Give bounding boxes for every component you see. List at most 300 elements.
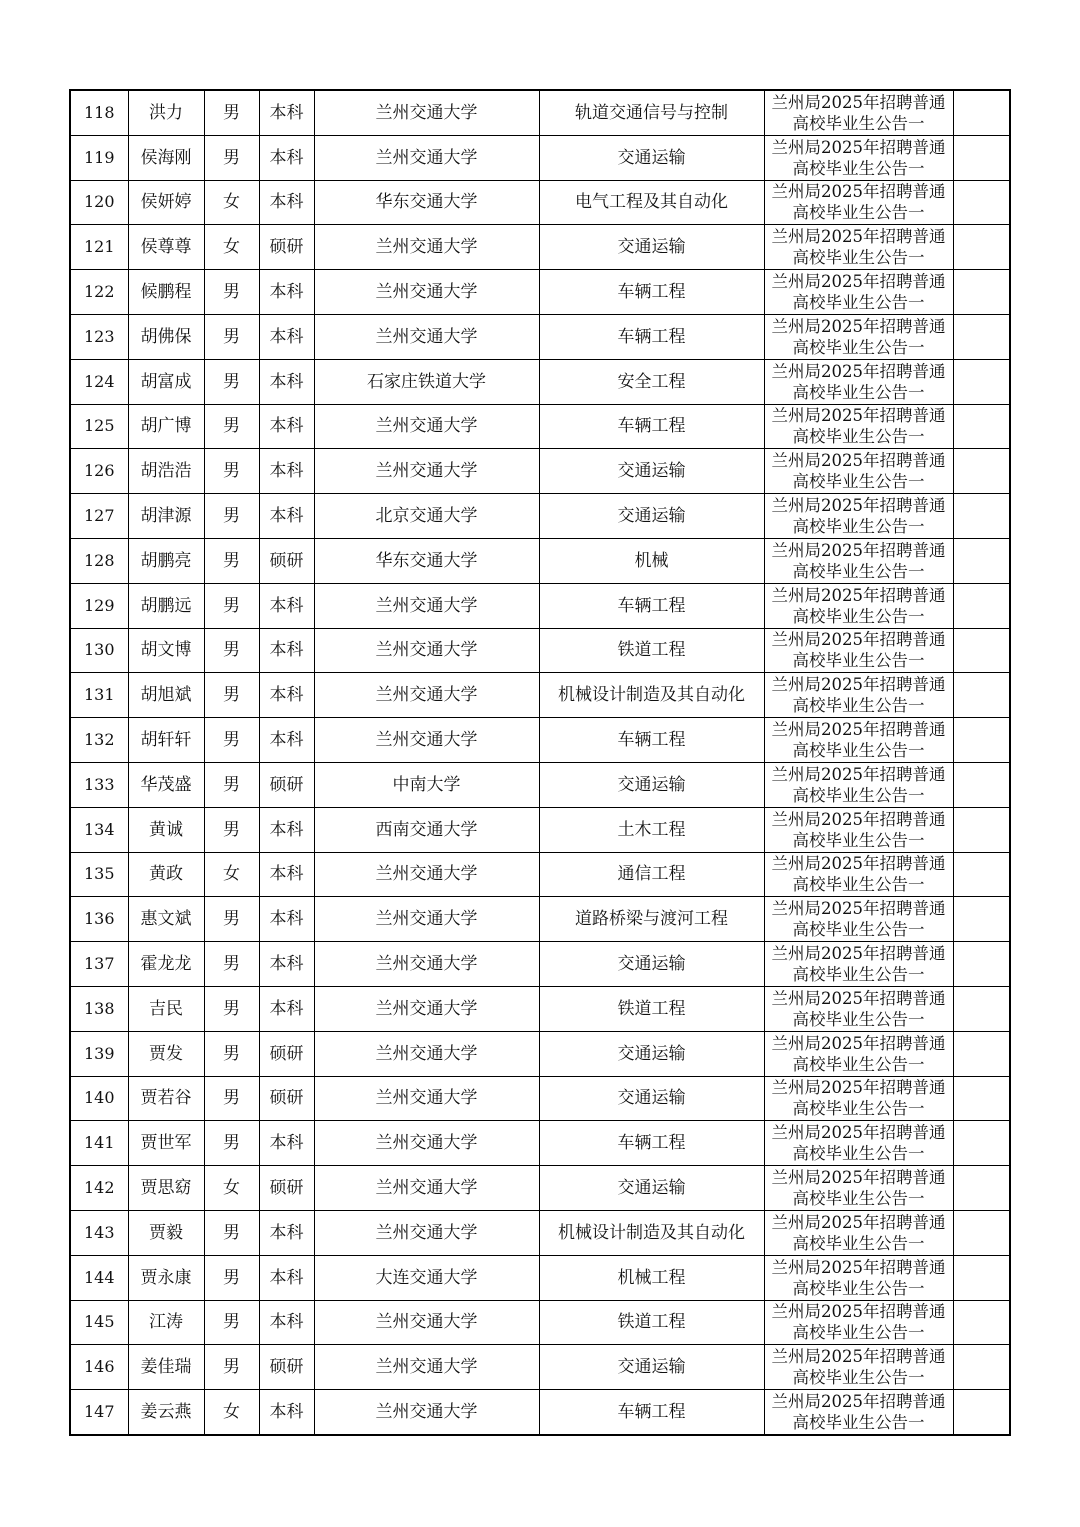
announcement-note-line1: 兰州局2025年招聘普通 (771, 988, 946, 1008)
table-row (70, 538, 1010, 583)
candidate-major: 交通运输 (539, 1031, 764, 1076)
table-row (70, 1300, 1010, 1345)
remark-cell (953, 314, 1010, 359)
table-row (70, 314, 1010, 359)
announcement-note-line2: 高校毕业生公告一 (792, 113, 925, 133)
candidate-major: 车辆工程 (539, 1121, 764, 1166)
row-number: 125 (70, 404, 128, 449)
candidate-gender: 男 (204, 1255, 259, 1300)
announcement-note-line2: 高校毕业生公告一 (792, 606, 925, 626)
candidate-education: 硕研 (259, 225, 314, 270)
candidate-major: 交通运输 (539, 762, 764, 807)
row-number: 129 (70, 583, 128, 628)
candidate-name: 胡文博 (128, 628, 204, 673)
announcement-note-line2: 高校毕业生公告一 (792, 875, 925, 895)
row-number: 133 (70, 762, 128, 807)
remark-cell (953, 225, 1010, 270)
candidate-major: 铁道工程 (539, 986, 764, 1031)
candidate-name: 侯尊尊 (128, 225, 204, 270)
row-number: 135 (70, 852, 128, 897)
remark-cell (953, 270, 1010, 315)
candidate-name: 贾世军 (128, 1121, 204, 1166)
table-row (70, 1390, 1010, 1435)
table-row (70, 404, 1010, 449)
candidate-education: 本科 (259, 1121, 314, 1166)
remark-cell (953, 673, 1010, 718)
candidate-name: 候鹏程 (128, 270, 204, 315)
row-number: 145 (70, 1300, 128, 1345)
candidate-major: 机械工程 (539, 1255, 764, 1300)
announcement-note-line2: 高校毕业生公告一 (792, 785, 925, 805)
candidate-university: 兰州交通大学 (314, 1345, 539, 1390)
candidate-gender: 男 (204, 628, 259, 673)
announcement-note-line1: 兰州局2025年招聘普通 (771, 272, 946, 292)
candidate-education: 硕研 (259, 1345, 314, 1390)
row-number: 130 (70, 628, 128, 673)
table-row (70, 1345, 1010, 1390)
candidate-gender: 男 (204, 942, 259, 987)
candidate-gender: 女 (204, 1390, 259, 1435)
announcement-note-line1: 兰州局2025年招聘普通 (771, 406, 946, 426)
candidate-university: 兰州交通大学 (314, 583, 539, 628)
row-number: 126 (70, 449, 128, 494)
candidate-gender: 男 (204, 897, 259, 942)
announcement-note-line1: 兰州局2025年招聘普通 (771, 451, 946, 471)
remark-cell (953, 1166, 1010, 1211)
candidate-major: 电气工程及其自动化 (539, 180, 764, 225)
announcement-note (764, 1166, 953, 1211)
remark-cell (953, 494, 1010, 539)
remark-cell (953, 1390, 1010, 1435)
candidate-name: 贾若谷 (128, 1076, 204, 1121)
candidate-education: 本科 (259, 852, 314, 897)
announcement-note-line2: 高校毕业生公告一 (792, 158, 925, 178)
candidate-gender: 男 (204, 494, 259, 539)
candidate-university: 兰州交通大学 (314, 986, 539, 1031)
candidate-gender: 女 (204, 1166, 259, 1211)
candidate-education: 本科 (259, 404, 314, 449)
candidate-university: 兰州交通大学 (314, 1390, 539, 1435)
row-number: 136 (70, 897, 128, 942)
announcement-note-line1: 兰州局2025年招聘普通 (771, 1033, 946, 1053)
candidate-major: 铁道工程 (539, 1300, 764, 1345)
candidate-education: 本科 (259, 494, 314, 539)
candidate-name: 胡富成 (128, 359, 204, 404)
announcement-note-line1: 兰州局2025年招聘普通 (771, 361, 946, 381)
announcement-note (764, 180, 953, 225)
candidate-education: 本科 (259, 314, 314, 359)
announcement-note-line1: 兰州局2025年招聘普通 (771, 1257, 946, 1277)
announcement-note (764, 942, 953, 987)
announcement-note-line1: 兰州局2025年招聘普通 (771, 764, 946, 784)
announcement-note-line2: 高校毕业生公告一 (792, 248, 925, 268)
table-row (70, 90, 1010, 135)
table-row (70, 583, 1010, 628)
remark-cell (953, 90, 1010, 135)
remark-cell (953, 1031, 1010, 1076)
announcement-note (764, 270, 953, 315)
announcement-note-line2: 高校毕业生公告一 (792, 651, 925, 671)
announcement-note (764, 90, 953, 135)
remark-cell (953, 1210, 1010, 1255)
table-row (70, 673, 1010, 718)
remark-cell (953, 180, 1010, 225)
candidate-name: 贾永康 (128, 1255, 204, 1300)
announcement-note-line1: 兰州局2025年招聘普通 (771, 630, 946, 650)
row-number: 124 (70, 359, 128, 404)
candidate-university: 兰州交通大学 (314, 314, 539, 359)
announcement-note-line2: 高校毕业生公告一 (792, 337, 925, 357)
announcement-note (764, 718, 953, 763)
remark-cell (953, 135, 1010, 180)
candidate-name: 胡津源 (128, 494, 204, 539)
remark-cell (953, 404, 1010, 449)
candidate-education: 硕研 (259, 1166, 314, 1211)
announcement-note-line1: 兰州局2025年招聘普通 (771, 316, 946, 336)
candidate-gender: 男 (204, 1300, 259, 1345)
row-number: 118 (70, 90, 128, 135)
candidate-name: 胡轩轩 (128, 718, 204, 763)
announcement-note (764, 225, 953, 270)
candidate-major: 机械设计制造及其自动化 (539, 673, 764, 718)
candidate-university: 华东交通大学 (314, 180, 539, 225)
candidate-university: 兰州交通大学 (314, 942, 539, 987)
candidate-name: 贾毅 (128, 1210, 204, 1255)
candidate-major: 交通运输 (539, 1345, 764, 1390)
candidate-university: 西南交通大学 (314, 807, 539, 852)
candidate-name: 贾发 (128, 1031, 204, 1076)
remark-cell (953, 852, 1010, 897)
candidate-university: 兰州交通大学 (314, 1300, 539, 1345)
candidate-education: 本科 (259, 180, 314, 225)
announcement-note (764, 314, 953, 359)
candidate-university: 兰州交通大学 (314, 404, 539, 449)
remark-cell (953, 1076, 1010, 1121)
candidate-name: 侯妍婷 (128, 180, 204, 225)
announcement-note-line2: 高校毕业生公告一 (792, 293, 925, 313)
table-row (70, 1031, 1010, 1076)
candidate-name: 惠文斌 (128, 897, 204, 942)
candidate-gender: 男 (204, 986, 259, 1031)
announcement-note-line1: 兰州局2025年招聘普通 (771, 540, 946, 560)
announcement-note (764, 1345, 953, 1390)
announcement-note-line1: 兰州局2025年招聘普通 (771, 182, 946, 202)
candidate-name: 江涛 (128, 1300, 204, 1345)
candidate-education: 本科 (259, 135, 314, 180)
announcement-note-line1: 兰州局2025年招聘普通 (771, 854, 946, 874)
announcement-note-line2: 高校毕业生公告一 (792, 920, 925, 940)
table-row (70, 1166, 1010, 1211)
announcement-note (764, 852, 953, 897)
candidate-gender: 男 (204, 1076, 259, 1121)
roster-body (70, 90, 1010, 1435)
candidate-major: 车辆工程 (539, 718, 764, 763)
candidate-name: 吉民 (128, 986, 204, 1031)
announcement-note-line1: 兰州局2025年招聘普通 (771, 1302, 946, 1322)
remark-cell (953, 538, 1010, 583)
row-number: 119 (70, 135, 128, 180)
table-row (70, 762, 1010, 807)
row-number: 139 (70, 1031, 128, 1076)
announcement-note (764, 1255, 953, 1300)
announcement-note (764, 1390, 953, 1435)
candidate-gender: 男 (204, 270, 259, 315)
announcement-note-line2: 高校毕业生公告一 (792, 561, 925, 581)
announcement-note-line1: 兰州局2025年招聘普通 (771, 1078, 946, 1098)
candidate-gender: 男 (204, 583, 259, 628)
announcement-note-line1: 兰州局2025年招聘普通 (771, 92, 946, 112)
announcement-note-line2: 高校毕业生公告一 (792, 517, 925, 537)
candidate-major: 土木工程 (539, 807, 764, 852)
candidate-university: 兰州交通大学 (314, 673, 539, 718)
announcement-note-line1: 兰州局2025年招聘普通 (771, 1347, 946, 1367)
candidate-name: 黄诚 (128, 807, 204, 852)
candidate-university: 兰州交通大学 (314, 270, 539, 315)
announcement-note-line2: 高校毕业生公告一 (792, 203, 925, 223)
candidate-name: 姜云燕 (128, 1390, 204, 1435)
row-number: 132 (70, 718, 128, 763)
table-row (70, 718, 1010, 763)
table-row (70, 180, 1010, 225)
candidate-gender: 男 (204, 135, 259, 180)
candidate-university: 兰州交通大学 (314, 718, 539, 763)
announcement-note-line1: 兰州局2025年招聘普通 (771, 720, 946, 740)
candidate-university: 兰州交通大学 (314, 1031, 539, 1076)
remark-cell (953, 942, 1010, 987)
candidate-name: 胡佛保 (128, 314, 204, 359)
candidate-education: 本科 (259, 807, 314, 852)
announcement-note-line2: 高校毕业生公告一 (792, 696, 925, 716)
announcement-note (764, 762, 953, 807)
announcement-note-line2: 高校毕业生公告一 (792, 1144, 925, 1164)
candidate-gender: 女 (204, 180, 259, 225)
candidate-major: 铁道工程 (539, 628, 764, 673)
candidate-education: 本科 (259, 628, 314, 673)
announcement-note-line1: 兰州局2025年招聘普通 (771, 675, 946, 695)
candidate-education: 本科 (259, 1255, 314, 1300)
candidate-education: 本科 (259, 718, 314, 763)
candidate-gender: 男 (204, 449, 259, 494)
announcement-note (764, 1121, 953, 1166)
remark-cell (953, 807, 1010, 852)
candidate-major: 通信工程 (539, 852, 764, 897)
candidate-major: 机械 (539, 538, 764, 583)
announcement-note-line2: 高校毕业生公告一 (792, 1233, 925, 1253)
candidate-education: 本科 (259, 449, 314, 494)
candidate-university: 兰州交通大学 (314, 628, 539, 673)
candidate-name: 胡广博 (128, 404, 204, 449)
table-row (70, 852, 1010, 897)
announcement-note-line1: 兰州局2025年招聘普通 (771, 899, 946, 919)
candidate-gender: 男 (204, 718, 259, 763)
table-row (70, 1076, 1010, 1121)
candidate-major: 车辆工程 (539, 583, 764, 628)
candidate-gender: 男 (204, 314, 259, 359)
announcement-note-line1: 兰州局2025年招聘普通 (771, 585, 946, 605)
candidate-gender: 女 (204, 225, 259, 270)
row-number: 140 (70, 1076, 128, 1121)
candidate-major: 道路桥梁与渡河工程 (539, 897, 764, 942)
candidate-university: 兰州交通大学 (314, 1210, 539, 1255)
table-row (70, 225, 1010, 270)
candidate-major: 安全工程 (539, 359, 764, 404)
table-row (70, 1255, 1010, 1300)
announcement-note (764, 135, 953, 180)
announcement-note-line1: 兰州局2025年招聘普通 (771, 944, 946, 964)
announcement-note-line2: 高校毕业生公告一 (792, 965, 925, 985)
announcement-note-line2: 高校毕业生公告一 (792, 1413, 925, 1432)
candidate-education: 本科 (259, 673, 314, 718)
table-row (70, 628, 1010, 673)
candidate-university: 兰州交通大学 (314, 1121, 539, 1166)
candidate-name: 胡旭斌 (128, 673, 204, 718)
announcement-note-line1: 兰州局2025年招聘普通 (771, 1168, 946, 1188)
candidate-major: 交通运输 (539, 225, 764, 270)
candidate-major: 机械设计制造及其自动化 (539, 1210, 764, 1255)
candidate-name: 胡浩浩 (128, 449, 204, 494)
announcement-note (764, 1031, 953, 1076)
announcement-note-line1: 兰州局2025年招聘普通 (771, 1212, 946, 1232)
announcement-note (764, 449, 953, 494)
table-row (70, 986, 1010, 1031)
announcement-note-line1: 兰州局2025年招聘普通 (771, 137, 946, 157)
announcement-note-line1: 兰州局2025年招聘普通 (771, 1123, 946, 1143)
candidate-university: 兰州交通大学 (314, 897, 539, 942)
announcement-note (764, 986, 953, 1031)
announcement-note (764, 673, 953, 718)
candidate-gender: 男 (204, 673, 259, 718)
candidate-gender: 男 (204, 1031, 259, 1076)
remark-cell (953, 359, 1010, 404)
candidate-name: 侯海刚 (128, 135, 204, 180)
announcement-note (764, 628, 953, 673)
candidate-education: 本科 (259, 1300, 314, 1345)
candidate-education: 本科 (259, 1210, 314, 1255)
candidate-major: 交通运输 (539, 135, 764, 180)
candidate-university: 兰州交通大学 (314, 90, 539, 135)
candidate-education: 本科 (259, 359, 314, 404)
candidate-gender: 男 (204, 807, 259, 852)
remark-cell (953, 583, 1010, 628)
announcement-note-line2: 高校毕业生公告一 (792, 830, 925, 850)
candidate-name: 黄政 (128, 852, 204, 897)
announcement-note-line2: 高校毕业生公告一 (792, 1099, 925, 1119)
candidate-major: 车辆工程 (539, 1390, 764, 1435)
candidate-name: 华茂盛 (128, 762, 204, 807)
candidate-gender: 男 (204, 404, 259, 449)
candidate-major: 交通运输 (539, 1076, 764, 1121)
announcement-note (764, 1076, 953, 1121)
remark-cell (953, 628, 1010, 673)
candidate-education: 本科 (259, 942, 314, 987)
candidate-gender: 男 (204, 1345, 259, 1390)
remark-cell (953, 897, 1010, 942)
row-number: 134 (70, 807, 128, 852)
row-number: 141 (70, 1121, 128, 1166)
remark-cell (953, 762, 1010, 807)
candidate-gender: 男 (204, 1210, 259, 1255)
candidate-gender: 男 (204, 90, 259, 135)
candidate-university: 兰州交通大学 (314, 852, 539, 897)
candidate-major: 交通运输 (539, 1166, 764, 1211)
candidate-name: 胡鹏远 (128, 583, 204, 628)
candidate-university: 兰州交通大学 (314, 1076, 539, 1121)
row-number: 144 (70, 1255, 128, 1300)
announcement-note-line1: 兰州局2025年招聘普通 (771, 227, 946, 247)
table-row (70, 449, 1010, 494)
row-number: 147 (70, 1390, 128, 1435)
remark-cell (953, 1345, 1010, 1390)
candidate-major: 轨道交通信号与控制 (539, 90, 764, 135)
candidate-name: 洪力 (128, 90, 204, 135)
candidate-major: 交通运输 (539, 942, 764, 987)
candidate-education: 本科 (259, 583, 314, 628)
candidate-name: 姜佳瑞 (128, 1345, 204, 1390)
row-number: 127 (70, 494, 128, 539)
table-row (70, 270, 1010, 315)
row-number: 138 (70, 986, 128, 1031)
announcement-note-line2: 高校毕业生公告一 (792, 1323, 925, 1343)
announcement-note (764, 583, 953, 628)
candidate-university: 北京交通大学 (314, 494, 539, 539)
row-number: 123 (70, 314, 128, 359)
row-number: 122 (70, 270, 128, 315)
row-number: 121 (70, 225, 128, 270)
announcement-note-line2: 高校毕业生公告一 (792, 472, 925, 492)
remark-cell (953, 718, 1010, 763)
announcement-note (764, 538, 953, 583)
announcement-note (764, 897, 953, 942)
candidate-education: 硕研 (259, 1076, 314, 1121)
candidate-major: 车辆工程 (539, 314, 764, 359)
table-row (70, 897, 1010, 942)
row-number: 143 (70, 1210, 128, 1255)
candidate-university: 兰州交通大学 (314, 225, 539, 270)
table-row (70, 135, 1010, 180)
announcement-note-line2: 高校毕业生公告一 (792, 1009, 925, 1029)
announcement-note-line1: 兰州局2025年招聘普通 (771, 1392, 946, 1411)
candidate-education: 硕研 (259, 762, 314, 807)
table-row (70, 1210, 1010, 1255)
announcement-note (764, 359, 953, 404)
candidate-gender: 男 (204, 1121, 259, 1166)
candidate-name: 霍龙龙 (128, 942, 204, 987)
row-number: 137 (70, 942, 128, 987)
table-row (70, 942, 1010, 987)
candidate-university: 中南大学 (314, 762, 539, 807)
announcement-note-line2: 高校毕业生公告一 (792, 741, 925, 761)
remark-cell (953, 1255, 1010, 1300)
announcement-note-line2: 高校毕业生公告一 (792, 1054, 925, 1074)
candidate-major: 车辆工程 (539, 270, 764, 315)
row-number: 128 (70, 538, 128, 583)
announcement-note (764, 494, 953, 539)
table-row (70, 359, 1010, 404)
table-row (70, 807, 1010, 852)
candidate-education: 硕研 (259, 538, 314, 583)
candidate-major: 交通运输 (539, 494, 764, 539)
row-number: 146 (70, 1345, 128, 1390)
candidate-university: 华东交通大学 (314, 538, 539, 583)
candidate-university: 大连交通大学 (314, 1255, 539, 1300)
remark-cell (953, 986, 1010, 1031)
announcement-note (764, 1300, 953, 1345)
announcement-note-line2: 高校毕业生公告一 (792, 1278, 925, 1298)
announcement-note (764, 1210, 953, 1255)
announcement-note-line2: 高校毕业生公告一 (792, 427, 925, 447)
candidate-university: 兰州交通大学 (314, 1166, 539, 1211)
announcement-note (764, 404, 953, 449)
